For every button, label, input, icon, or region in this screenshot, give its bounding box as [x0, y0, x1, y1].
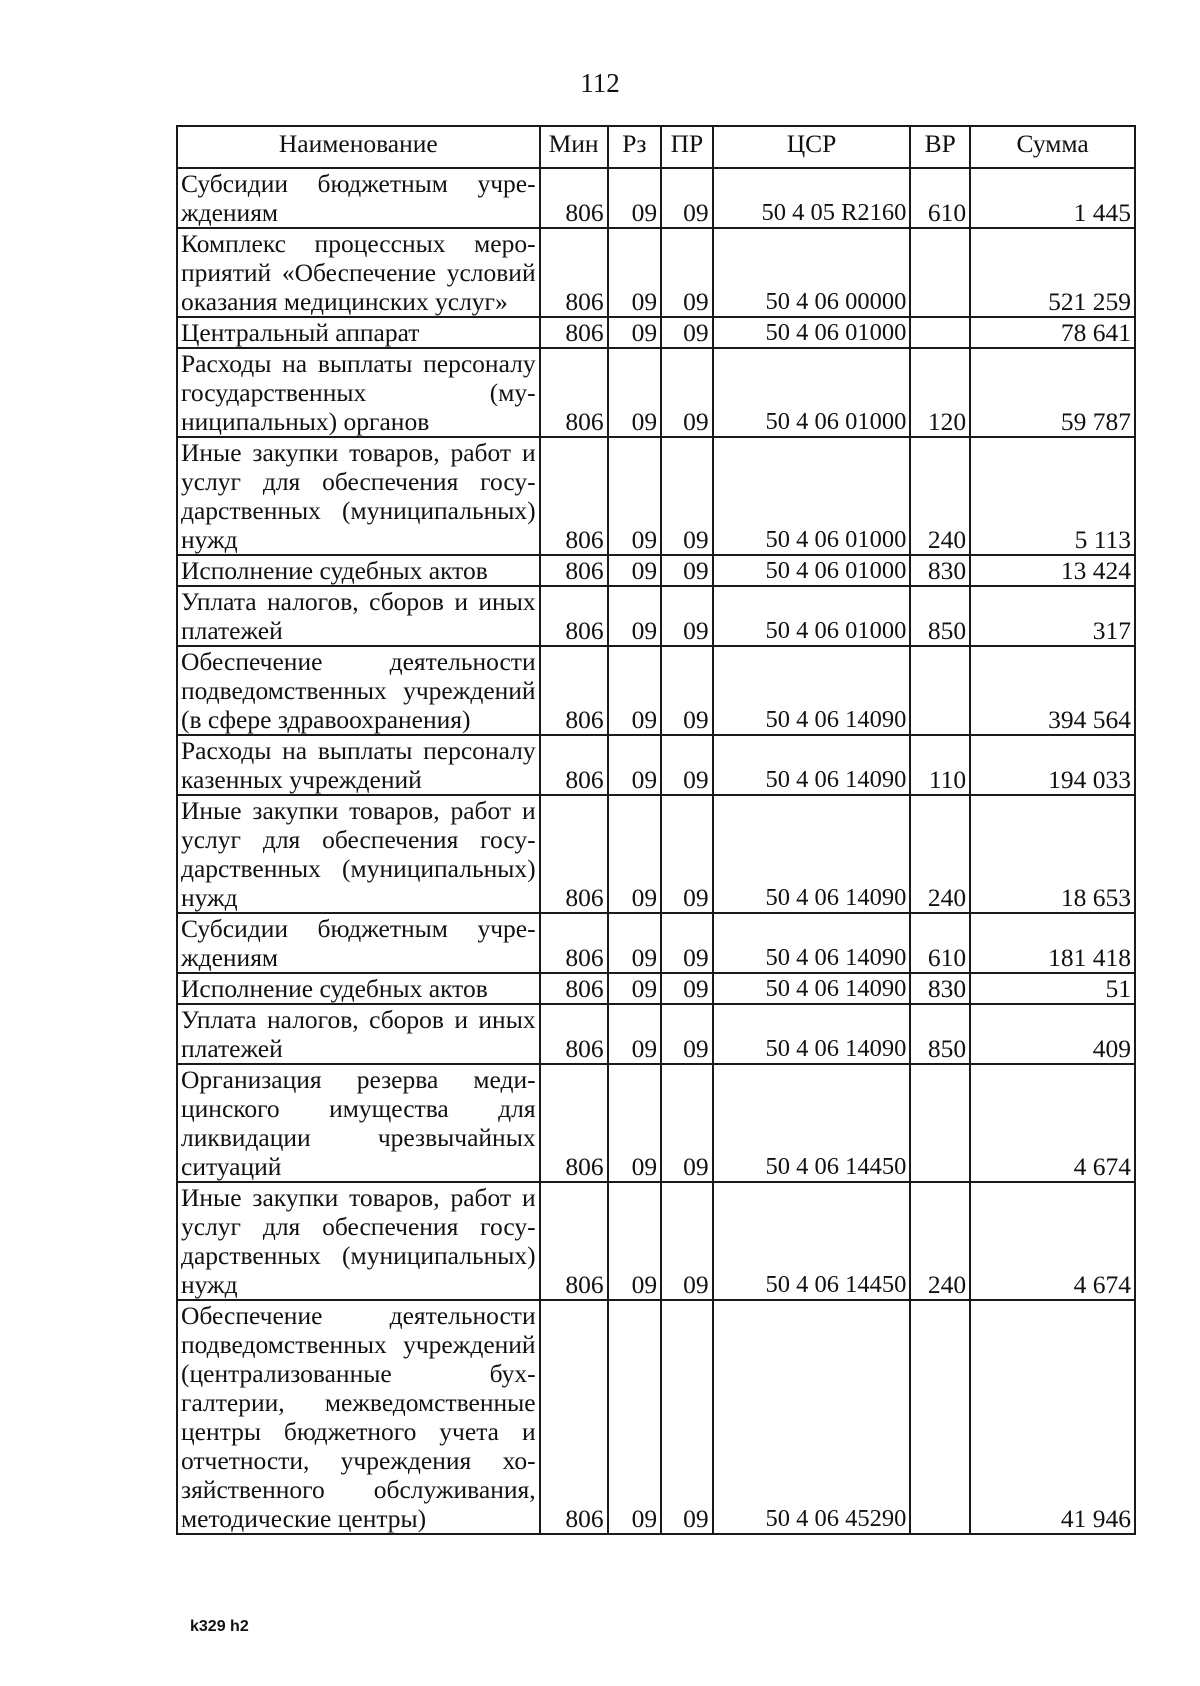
cell-vr: 830	[910, 973, 970, 1004]
cell-pr: 09	[661, 228, 713, 317]
header-rz: Рз	[608, 126, 662, 168]
cell-pr: 09	[661, 735, 713, 795]
table-row	[177, 586, 1135, 646]
cell-name: Расходы на выплаты персоналу государственных (муниципальных) органов	[177, 348, 540, 437]
cell-csr: 50 4 06 14090	[713, 795, 911, 913]
cell-sum: 5 113	[970, 437, 1135, 555]
cell-name: Иные закупки товаров, работ и услуг для обеспечения государственных (муниципальных) нужд	[177, 1182, 540, 1300]
table-row	[177, 735, 1135, 795]
cell-vr: 110	[910, 735, 970, 795]
cell-csr: 50 4 06 01000	[713, 555, 911, 586]
cell-csr: 50 4 06 14090	[713, 913, 911, 973]
cell-rz: 09	[608, 973, 662, 1004]
cell-name: Комплекс процессных мероприятий «Обеспечение условий оказания медицинских услуг»	[177, 228, 540, 317]
cell-rz: 09	[608, 317, 662, 348]
cell-min: 806	[540, 973, 608, 1004]
cell-csr: 50 4 06 01000	[713, 437, 911, 555]
cell-min: 806	[540, 1182, 608, 1300]
cell-min: 806	[540, 913, 608, 973]
cell-csr: 50 4 06 14090	[713, 735, 911, 795]
header-name: Наименование	[177, 126, 540, 168]
page-number: 112	[580, 68, 620, 98]
cell-pr: 09	[661, 586, 713, 646]
table-row	[177, 228, 1135, 317]
cell-vr: 610	[910, 168, 970, 228]
cell-vr: 120	[910, 348, 970, 437]
cell-min: 806	[540, 317, 608, 348]
cell-csr: 50 4 06 01000	[713, 586, 911, 646]
cell-csr: 50 4 06 14450	[713, 1182, 911, 1300]
cell-name: Исполнение судебных актов	[177, 973, 540, 1004]
cell-name: Обеспечение деятельности подведомственных учреждений (централизованные бухгалтерии, межведомственные центры бюджетного учета и отчетности, учреждения хозяйственного обслуживания, методические центры)	[177, 1300, 540, 1534]
cell-pr: 09	[661, 168, 713, 228]
table-body	[177, 168, 1135, 1534]
cell-sum: 317	[970, 586, 1135, 646]
cell-sum: 4 674	[970, 1182, 1135, 1300]
cell-name: Иные закупки товаров, работ и услуг для обеспечения государственных (муниципальных) нужд	[177, 795, 540, 913]
cell-name: Обеспечение деятельности подведомственных учреждений (в сфере здравоохранения)	[177, 646, 540, 735]
cell-min: 806	[540, 228, 608, 317]
cell-vr	[910, 646, 970, 735]
cell-rz: 09	[608, 348, 662, 437]
cell-sum: 13 424	[970, 555, 1135, 586]
cell-csr: 50 4 06 14090	[713, 646, 911, 735]
table-row	[177, 1064, 1135, 1182]
cell-name: Исполнение судебных актов	[177, 555, 540, 586]
cell-pr: 09	[661, 348, 713, 437]
cell-csr: 50 4 06 00000	[713, 228, 911, 317]
cell-name: Иные закупки товаров, работ и услуг для обеспечения государственных (муниципальных) нужд	[177, 437, 540, 555]
cell-pr: 09	[661, 973, 713, 1004]
table-row	[177, 348, 1135, 437]
header-vr: ВР	[910, 126, 970, 168]
header-sum: Сумма	[970, 126, 1135, 168]
cell-sum: 18 653	[970, 795, 1135, 913]
cell-sum: 409	[970, 1004, 1135, 1064]
cell-pr: 09	[661, 437, 713, 555]
cell-vr: 240	[910, 437, 970, 555]
cell-pr: 09	[661, 1182, 713, 1300]
cell-rz: 09	[608, 555, 662, 586]
cell-name: Уплата налогов, сборов и иных платежей	[177, 1004, 540, 1064]
table-row	[177, 555, 1135, 586]
table-row	[177, 646, 1135, 735]
cell-pr: 09	[661, 1300, 713, 1534]
table-row	[177, 317, 1135, 348]
cell-csr: 50 4 06 14450	[713, 1064, 911, 1182]
header-csr: ЦСР	[713, 126, 911, 168]
header-pr: ПР	[661, 126, 713, 168]
cell-rz: 09	[608, 168, 662, 228]
cell-csr: 50 4 05 R2160	[713, 168, 911, 228]
table-row	[177, 168, 1135, 228]
cell-min: 806	[540, 1300, 608, 1534]
cell-vr: 830	[910, 555, 970, 586]
cell-sum: 194 033	[970, 735, 1135, 795]
cell-vr: 610	[910, 913, 970, 973]
cell-csr: 50 4 06 01000	[713, 317, 911, 348]
cell-sum: 51	[970, 973, 1135, 1004]
cell-sum: 59 787	[970, 348, 1135, 437]
cell-csr: 50 4 06 14090	[713, 1004, 911, 1064]
cell-rz: 09	[608, 1300, 662, 1534]
cell-pr: 09	[661, 1064, 713, 1182]
budget-table	[176, 125, 1136, 1535]
cell-min: 806	[540, 348, 608, 437]
table-row	[177, 973, 1135, 1004]
cell-min: 806	[540, 795, 608, 913]
cell-pr: 09	[661, 646, 713, 735]
cell-name: Уплата налогов, сборов и иных платежей	[177, 586, 540, 646]
cell-rz: 09	[608, 913, 662, 973]
cell-vr	[910, 317, 970, 348]
cell-name: Расходы на выплаты персоналу казенных учреждений	[177, 735, 540, 795]
cell-pr: 09	[661, 555, 713, 586]
cell-pr: 09	[661, 317, 713, 348]
cell-rz: 09	[608, 228, 662, 317]
cell-csr: 50 4 06 01000	[713, 348, 911, 437]
table-row	[177, 1300, 1135, 1534]
cell-csr: 50 4 06 14090	[713, 973, 911, 1004]
cell-rz: 09	[608, 795, 662, 913]
cell-name: Центральный аппарат	[177, 317, 540, 348]
cell-rz: 09	[608, 735, 662, 795]
table-row	[177, 437, 1135, 555]
cell-vr: 850	[910, 586, 970, 646]
cell-min: 806	[540, 646, 608, 735]
cell-min: 806	[540, 1064, 608, 1182]
cell-sum: 181 418	[970, 913, 1135, 973]
cell-rz: 09	[608, 1182, 662, 1300]
cell-sum: 521 259	[970, 228, 1135, 317]
cell-name: Организация резерва медицинского имущества для ликвидации чрезвычайных ситуаций	[177, 1064, 540, 1182]
cell-name: Субсидии бюджетным учреждениям	[177, 168, 540, 228]
cell-pr: 09	[661, 1004, 713, 1064]
cell-name: Субсидии бюджетным учреждениям	[177, 913, 540, 973]
footer-code: k329 h2	[190, 1618, 249, 1635]
cell-rz: 09	[608, 586, 662, 646]
cell-min: 806	[540, 1004, 608, 1064]
cell-min: 806	[540, 555, 608, 586]
cell-pr: 09	[661, 795, 713, 913]
cell-vr	[910, 1300, 970, 1534]
cell-min: 806	[540, 168, 608, 228]
cell-sum: 41 946	[970, 1300, 1135, 1534]
cell-sum: 78 641	[970, 317, 1135, 348]
cell-sum: 394 564	[970, 646, 1135, 735]
cell-min: 806	[540, 735, 608, 795]
table-row	[177, 795, 1135, 913]
cell-rz: 09	[608, 437, 662, 555]
cell-csr: 50 4 06 45290	[713, 1300, 911, 1534]
cell-vr: 240	[910, 795, 970, 913]
table-row	[177, 1182, 1135, 1300]
cell-min: 806	[540, 586, 608, 646]
cell-rz: 09	[608, 1064, 662, 1182]
cell-vr	[910, 228, 970, 317]
table-row	[177, 913, 1135, 973]
cell-vr: 240	[910, 1182, 970, 1300]
cell-rz: 09	[608, 646, 662, 735]
cell-rz: 09	[608, 1004, 662, 1064]
cell-vr	[910, 1064, 970, 1182]
cell-vr: 850	[910, 1004, 970, 1064]
table-row	[177, 1004, 1135, 1064]
cell-sum: 4 674	[970, 1064, 1135, 1182]
cell-min: 806	[540, 437, 608, 555]
cell-pr: 09	[661, 913, 713, 973]
header-min: Мин	[540, 126, 608, 168]
table-header-row	[177, 126, 1135, 168]
cell-sum: 1 445	[970, 168, 1135, 228]
